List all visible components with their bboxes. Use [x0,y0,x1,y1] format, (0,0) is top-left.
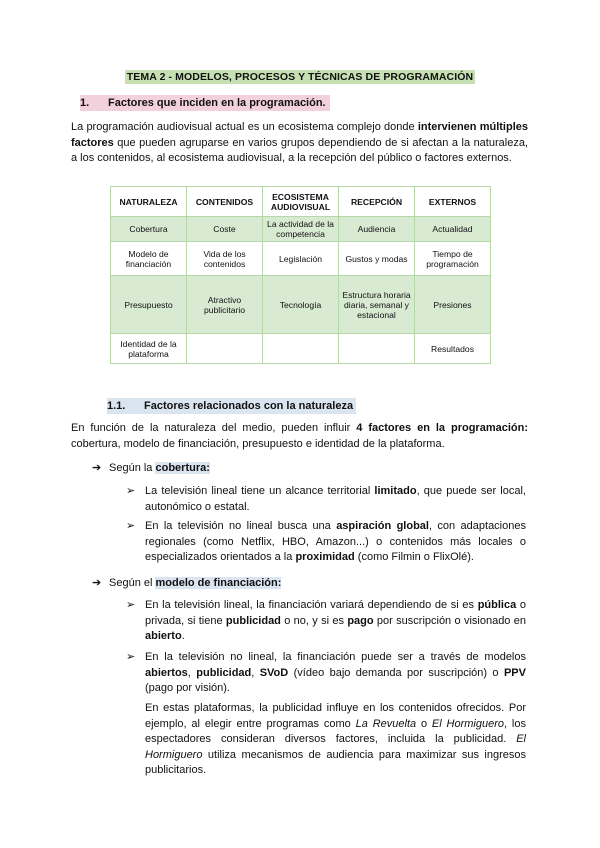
list-item: ➢ La televisión lineal tiene un alcance territorial limitado, que puede ser local, autonómico o estatal. [126,485,526,513]
table-header: NATURALEZA [111,187,187,217]
list-item: ➢ En la televisión no lineal busca una aspiración global, con adaptaciones regionales (como Netflix, HBO, Amazon...) o contenidos más locales o especializados orientados a la proximidad (como Filmin o FlixOlé). [126,520,526,564]
section-title: Factores relacionados con la naturaleza [144,400,354,412]
table-cell [187,334,263,364]
factors-table [110,186,491,364]
table-cell [339,334,415,364]
section-title: Factores que inciden en la programación. [108,97,326,109]
table-cell: Vida de los contenidos [187,242,263,276]
arrowhead-bullet-icon: ➢ [126,599,136,611]
table-cell: Presupuesto [111,276,187,334]
cobertura-bullet: ➔ Según la cobertura: [92,462,210,474]
table-cell: Atractivo publicitario [187,276,263,334]
table-cell [263,334,339,364]
table-cell: Identidad de la plataforma [111,334,187,364]
table-header-row [111,187,491,217]
list-item: ➢ En la televisión no lineal, la financiación puede ser a través de modelos abiertos, publicidad, SVoD (vídeo bajo demanda por suscripción) o PPV (pago por visión). [126,651,526,695]
publicity-paragraph: En estas plataformas, la publicidad influye en los contenidos ofrecidos. Por ejemplo, al elegir entre programas como La Revuelta o El Hormiguero, los espectadores consideran diversos factores, incluida la publicidad. El Hormiguero utiliza mecanismos de audiencia para maximizar sus ingresos publicitarios. [145,702,526,777]
table-cell: Gustos y modas [339,242,415,276]
table-header: CONTENIDOS [187,187,263,217]
table-cell: Tiempo de programación [415,242,491,276]
table-header: ECOSISTEMA AUDIOVISUAL [263,187,339,217]
table-row [111,217,491,242]
table-cell: Resultados [415,334,491,364]
table-cell: Coste [187,217,263,242]
section-1-1-heading [107,400,356,412]
section-number: 1. [80,97,90,109]
nature-intro-paragraph: En función de la naturaleza del medio, pueden influir 4 factores en la programación: cobertura, modelo de financiación, presupuesto e identidad de la plataforma. [71,422,528,450]
table-cell: La actividad de la competencia [263,217,339,242]
table-cell: Presiones [415,276,491,334]
table-cell: Legislación [263,242,339,276]
financiacion-bullet: ➔ Según el modelo de financiación: [92,577,282,589]
document-title: TEMA 2 - MODELOS, PROCESOS Y TÉCNICAS DE PROGRAMACIÓN [126,71,474,83]
table-row [111,276,491,334]
table-header: EXTERNOS [415,187,491,217]
section-number: 1.1. [107,400,126,412]
table-cell: Modelo de financiación [111,242,187,276]
list-item: ➢ En la televisión lineal, la financiación variará dependiendo de si es pública o privada, si tiene publicidad o no, y si es pago por suscripción o visionado en abierto. [126,599,526,643]
arrow-bullet-icon: ➔ [92,462,102,474]
section-1-heading [80,97,330,109]
table-cell: Actualidad [415,217,491,242]
arrowhead-bullet-icon: ➢ [126,520,136,532]
table-cell: Audiencia [339,217,415,242]
arrow-bullet-icon: ➔ [92,577,102,589]
arrowhead-bullet-icon: ➢ [126,485,136,497]
table-cell: Estructura horaria diaria, semanal y estacional [339,276,415,334]
table-cell: Cobertura [111,217,187,242]
table-cell: Tecnología [263,276,339,334]
table-row [111,334,491,364]
intro-paragraph: La programación audiovisual actual es un ecosistema complejo donde intervienen múltiples factores que pueden agruparse en varios grupos dependiendo de si afectan a la naturaleza, a los contenidos, al ecosistema audiovisual, a la recepción del público o factores externos. [71,121,528,165]
table-header: RECEPCIÓN [339,187,415,217]
table-row [111,242,491,276]
arrowhead-bullet-icon: ➢ [126,651,136,663]
